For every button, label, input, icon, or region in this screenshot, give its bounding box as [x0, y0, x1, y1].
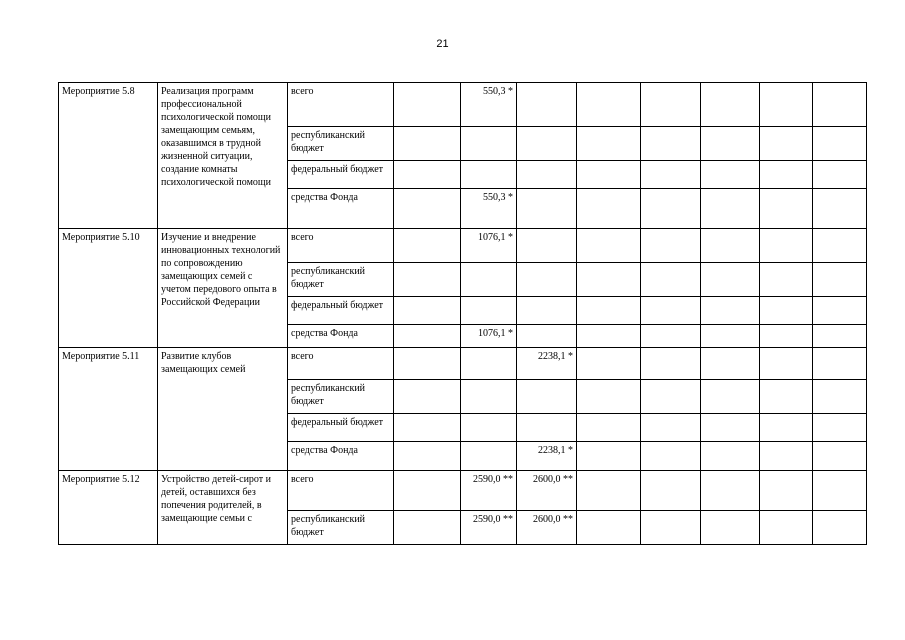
empty-cell [394, 414, 461, 442]
value-cell: 1076,1 * [461, 325, 517, 348]
empty-cell [577, 229, 641, 263]
description-cell: Развитие клубов замещающих семей [158, 348, 288, 471]
empty-cell [701, 442, 760, 471]
empty-cell [577, 263, 641, 297]
value-cell [517, 297, 577, 325]
empty-cell [641, 83, 701, 127]
empty-cell [641, 127, 701, 161]
funding-table [58, 82, 867, 545]
empty-cell [394, 325, 461, 348]
empty-cell [813, 348, 867, 380]
empty-cell [813, 189, 867, 229]
empty-cell [760, 380, 813, 414]
source-cell: всего [288, 83, 394, 127]
empty-cell [813, 442, 867, 471]
empty-cell [641, 414, 701, 442]
empty-cell [701, 511, 760, 545]
empty-cell [760, 297, 813, 325]
empty-cell [577, 127, 641, 161]
empty-cell [394, 511, 461, 545]
empty-cell [641, 325, 701, 348]
empty-cell [760, 471, 813, 511]
empty-cell [394, 83, 461, 127]
empty-cell [760, 161, 813, 189]
empty-cell [394, 442, 461, 471]
value-cell: 550,3 * [461, 83, 517, 127]
empty-cell [577, 297, 641, 325]
empty-cell [641, 471, 701, 511]
empty-cell [760, 229, 813, 263]
empty-cell [813, 414, 867, 442]
empty-cell [641, 511, 701, 545]
value-cell: 1076,1 * [461, 229, 517, 263]
value-cell [461, 263, 517, 297]
empty-cell [701, 471, 760, 511]
value-cell [461, 442, 517, 471]
empty-cell [577, 189, 641, 229]
source-cell: всего [288, 471, 394, 511]
value-cell: 2600,0 ** [517, 471, 577, 511]
empty-cell [641, 189, 701, 229]
event-cell: Мероприятие 5.11 [59, 348, 158, 471]
empty-cell [760, 414, 813, 442]
empty-cell [577, 161, 641, 189]
empty-cell [813, 511, 867, 545]
empty-cell [701, 263, 760, 297]
empty-cell [813, 161, 867, 189]
empty-cell [394, 297, 461, 325]
empty-cell [701, 229, 760, 263]
empty-cell [760, 325, 813, 348]
empty-cell [813, 229, 867, 263]
source-cell: средства Фонда [288, 189, 394, 229]
value-cell [461, 127, 517, 161]
empty-cell [813, 325, 867, 348]
empty-cell [394, 348, 461, 380]
value-cell: 2600,0 ** [517, 511, 577, 545]
empty-cell [701, 380, 760, 414]
value-cell [461, 297, 517, 325]
empty-cell [394, 229, 461, 263]
empty-cell [760, 511, 813, 545]
empty-cell [760, 189, 813, 229]
source-cell: республиканский бюджет [288, 511, 394, 545]
empty-cell [701, 127, 760, 161]
source-cell: средства Фонда [288, 442, 394, 471]
empty-cell [577, 83, 641, 127]
empty-cell [577, 325, 641, 348]
empty-cell [760, 263, 813, 297]
table-row [59, 348, 867, 380]
empty-cell [760, 442, 813, 471]
source-cell: республиканский бюджет [288, 263, 394, 297]
value-cell [461, 348, 517, 380]
empty-cell [701, 83, 760, 127]
event-cell: Мероприятие 5.12 [59, 471, 158, 545]
value-cell: 2238,1 * [517, 348, 577, 380]
empty-cell [641, 297, 701, 325]
description-cell: Устройство детей-сирот и детей, оставшихся без попечения родителей, в замещающие семьи с [158, 471, 288, 545]
table-row [59, 229, 867, 263]
value-cell [517, 83, 577, 127]
value-cell [517, 380, 577, 414]
value-cell: 2590,0 ** [461, 471, 517, 511]
value-cell [461, 414, 517, 442]
empty-cell [641, 380, 701, 414]
value-cell: 2238,1 * [517, 442, 577, 471]
empty-cell [813, 471, 867, 511]
empty-cell [701, 414, 760, 442]
empty-cell [577, 442, 641, 471]
event-cell: Мероприятие 5.8 [59, 83, 158, 229]
empty-cell [394, 263, 461, 297]
empty-cell [813, 83, 867, 127]
source-cell: всего [288, 348, 394, 380]
empty-cell [394, 127, 461, 161]
empty-cell [394, 161, 461, 189]
empty-cell [641, 161, 701, 189]
page-number: 21 [436, 38, 449, 50]
empty-cell [760, 83, 813, 127]
empty-cell [701, 161, 760, 189]
event-cell: Мероприятие 5.10 [59, 229, 158, 348]
value-cell [461, 380, 517, 414]
description-cell: Реализация программ профессиональной психологической помощи замещающим семьям, оказавшимся в трудной жизненной ситуации, создание комнаты психологической помощи [158, 83, 288, 229]
empty-cell [394, 471, 461, 511]
empty-cell [394, 189, 461, 229]
empty-cell [813, 380, 867, 414]
value-cell [517, 414, 577, 442]
value-cell: 2590,0 ** [461, 511, 517, 545]
empty-cell [641, 348, 701, 380]
description-cell: Изучение и внедрение инновационных технологий по сопровождению замещающих семей с учетом передового опыта в Российской Федерации [158, 229, 288, 348]
empty-cell [813, 127, 867, 161]
empty-cell [641, 229, 701, 263]
source-cell: республиканский бюджет [288, 127, 394, 161]
value-cell [517, 189, 577, 229]
value-cell [461, 161, 517, 189]
table-row [59, 471, 867, 511]
empty-cell [701, 348, 760, 380]
empty-cell [701, 297, 760, 325]
empty-cell [760, 127, 813, 161]
value-cell [517, 127, 577, 161]
source-cell: средства Фонда [288, 325, 394, 348]
empty-cell [641, 442, 701, 471]
value-cell [517, 263, 577, 297]
value-cell [517, 229, 577, 263]
source-cell: федеральный бюджет [288, 161, 394, 189]
empty-cell [577, 511, 641, 545]
empty-cell [813, 263, 867, 297]
empty-cell [701, 325, 760, 348]
value-cell [517, 325, 577, 348]
value-cell: 550,3 * [461, 189, 517, 229]
value-cell [517, 161, 577, 189]
empty-cell [577, 414, 641, 442]
empty-cell [577, 471, 641, 511]
empty-cell [577, 348, 641, 380]
source-cell: федеральный бюджет [288, 297, 394, 325]
empty-cell [813, 297, 867, 325]
empty-cell [760, 348, 813, 380]
source-cell: республиканский бюджет [288, 380, 394, 414]
source-cell: федеральный бюджет [288, 414, 394, 442]
table-row [59, 83, 867, 127]
empty-cell [701, 189, 760, 229]
empty-cell [394, 380, 461, 414]
source-cell: всего [288, 229, 394, 263]
empty-cell [641, 263, 701, 297]
empty-cell [577, 380, 641, 414]
